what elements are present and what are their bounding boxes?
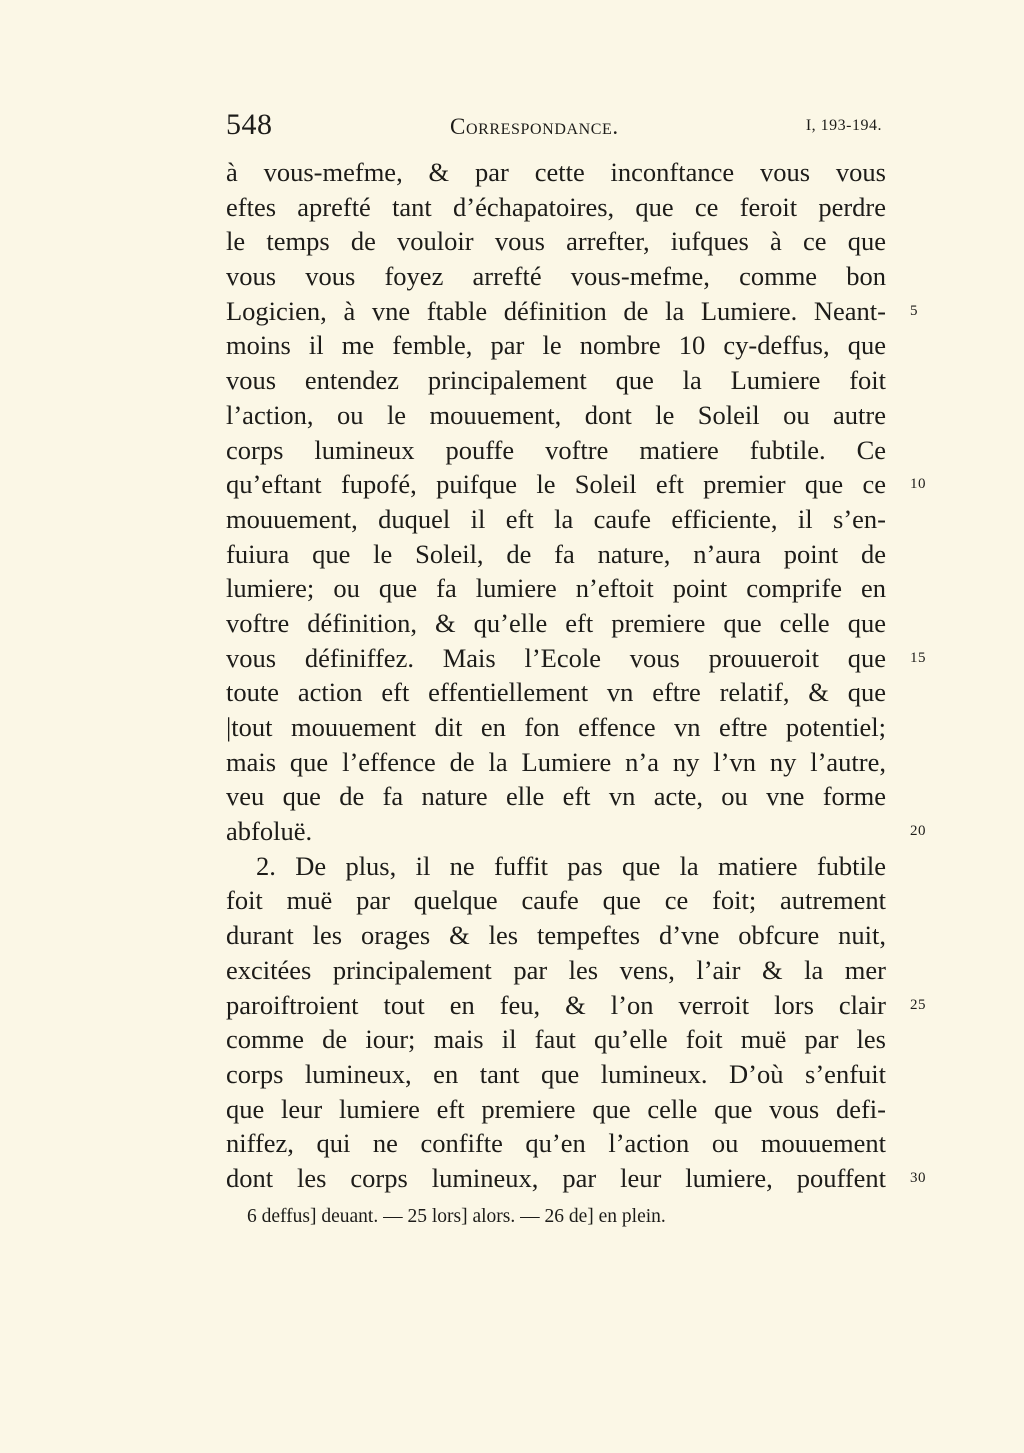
line-text: excitées principalement par les vens, l’air & la mer xyxy=(226,954,886,985)
margin-line-number: 5 xyxy=(910,302,918,319)
text-line xyxy=(226,641,926,676)
line-text: mouuement, duquel il eft la caufe efficiente, il s’en- xyxy=(226,503,886,534)
text-line xyxy=(226,988,926,1023)
line-text: que leur lumiere eft premiere que celle que vous defi- xyxy=(226,1093,886,1124)
text-line xyxy=(226,294,918,329)
text-line xyxy=(226,502,886,537)
text-line xyxy=(226,675,886,710)
text-line xyxy=(226,849,886,884)
folio-reference: I, 193-194. xyxy=(805,117,882,134)
line-text: toute action eft effentiellement vn eftre relatif, & que xyxy=(226,677,886,708)
margin-line-number: 25 xyxy=(910,996,926,1013)
page-number: 548 xyxy=(226,108,273,141)
text-line xyxy=(226,953,886,988)
line-text: qu’eftant fupofé, puifque le Soleil eft premier que ce xyxy=(226,469,886,500)
margin-line-number: 10 xyxy=(910,476,926,493)
line-text: vous entendez principalement que la Lumiere foit xyxy=(226,365,886,396)
text-line xyxy=(226,918,886,953)
line-text: vous vous foyez arrefté vous-mefme, comme bon xyxy=(226,261,886,292)
text-line xyxy=(226,363,886,398)
text-line xyxy=(226,224,886,259)
line-text: eftes aprefté tant d’échapatoires, que ce feroit perdre xyxy=(226,191,886,222)
line-text: veu que de fa nature elle eft vn acte, ou vne forme xyxy=(226,781,886,812)
text-line xyxy=(226,1126,886,1161)
text-line xyxy=(226,1092,886,1127)
line-text: fuiura que le Soleil, de fa nature, n’aura point de xyxy=(226,538,886,569)
text-line xyxy=(226,467,926,502)
line-text: voftre définition, & qu’elle eft premiere que celle que xyxy=(226,607,886,638)
line-text: moins il me femble, par le nombre 10 cy-deffus, que xyxy=(226,330,886,361)
line-text: Logicien, à vne ftable définition de la Lumiere. Neant- xyxy=(226,295,886,326)
text-line xyxy=(226,814,926,849)
page-header xyxy=(226,108,886,148)
text-line xyxy=(226,1161,926,1196)
line-text: foit muë par quelque caufe que ce foit; autrement xyxy=(226,885,886,916)
line-text: comme de iour; mais il faut qu’elle foit muë par les xyxy=(226,1024,886,1055)
text-line xyxy=(226,1022,886,1057)
line-text: dont les corps lumineux, par leur lumiere, pouffent xyxy=(226,1162,886,1193)
line-text: vous définiffez. Mais l’Ecole vous prouueroit que xyxy=(226,642,886,673)
line-text: 2. De plus, il ne fuffit pas que la matiere fubtile xyxy=(256,850,886,881)
line-text: l’action, ou le mouuement, dont le Soleil ou autre xyxy=(226,399,886,430)
margin-line-number: 15 xyxy=(910,649,926,666)
text-line xyxy=(226,259,886,294)
line-text: mais que l’effence de la Lumiere n’a ny l’vn ny l’autre, xyxy=(226,746,886,777)
text-line xyxy=(226,710,886,745)
text-line xyxy=(226,433,886,468)
text-line xyxy=(226,398,886,433)
text-line xyxy=(226,155,886,190)
text-line xyxy=(226,190,886,225)
text-line xyxy=(226,571,886,606)
line-text: corps lumineux pouffe voftre matiere fubtile. Ce xyxy=(226,434,886,465)
margin-line-number: 20 xyxy=(910,823,926,840)
line-text: durant les orages & les tempeftes d’vne obfcure nuit, xyxy=(226,920,886,951)
line-text: |tout mouuement dit en fon effence vn eftre potentiel; xyxy=(226,712,886,742)
line-text: paroiftroient tout en feu, & l’on verroit lors clair xyxy=(226,989,886,1020)
text-line xyxy=(226,883,886,918)
running-title: Correspondance. xyxy=(450,114,619,139)
line-text: le temps de vouloir vous arrefter, iufques à ce que xyxy=(226,226,886,257)
line-text: corps lumineux, en tant que lumineux. D’où s’enfuit xyxy=(226,1058,886,1089)
text-line xyxy=(226,606,886,641)
text-line xyxy=(226,1057,886,1092)
line-text: niffez, qui ne confifte qu’en l’action ou mouuement xyxy=(226,1128,886,1159)
line-text: à vous-mefme, & par cette inconftance vous vous xyxy=(226,157,886,187)
body-text xyxy=(226,155,926,1196)
text-line xyxy=(226,537,886,572)
line-text: lumiere; ou que fa lumiere n’eftoit point comprife en xyxy=(226,573,886,604)
footnote: 6 deffus] deuant. — 25 lors] alors. — 26 de] en plein. xyxy=(247,1206,666,1227)
margin-line-number: 30 xyxy=(910,1169,926,1186)
text-line xyxy=(226,779,886,814)
text-line xyxy=(226,328,886,363)
line-text: abfoluë. xyxy=(226,816,313,847)
text-line xyxy=(226,745,886,780)
